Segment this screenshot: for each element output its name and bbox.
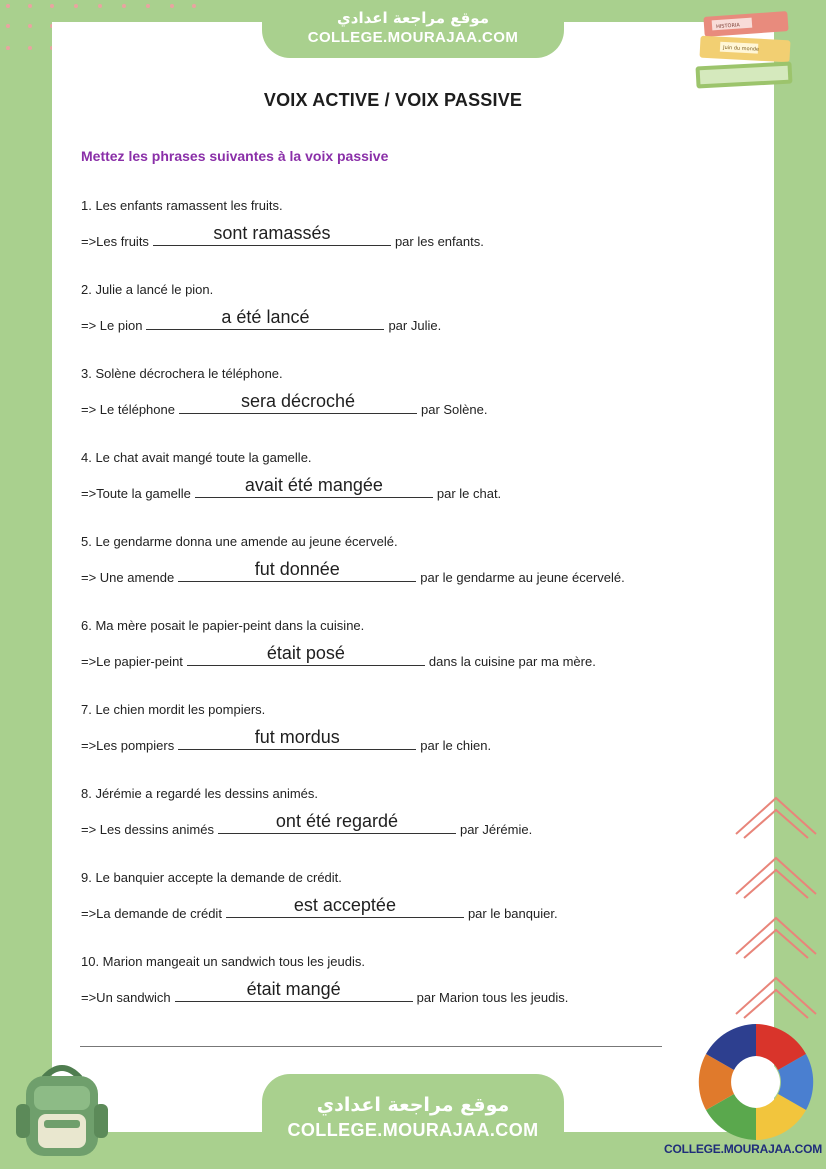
active-sentence: 3. Solène décrochera le téléphone. (81, 366, 283, 381)
handwritten-answer: ont été regardé (275, 811, 399, 831)
sentence-suffix: par le chat. (436, 486, 502, 501)
passive-sentence (81, 727, 721, 755)
handwritten-answer: était mangé (246, 979, 341, 999)
active-sentence: 4. Le chat avait mangé toute la gamelle. (81, 450, 312, 465)
exercise-item (81, 196, 721, 251)
exercise-item (81, 280, 721, 335)
answer-blank[interactable] (146, 307, 384, 330)
exercise-item (81, 868, 721, 923)
backpack-icon (14, 1056, 110, 1162)
exercise-item (81, 532, 721, 587)
handwritten-answer: fut mordus (254, 727, 340, 747)
sentence-prefix: =>Les pompiers (81, 738, 175, 753)
sentence-prefix: => Le pion (81, 318, 143, 333)
active-sentence: 2. Julie a lancé le pion. (81, 282, 214, 297)
sentence-prefix: =>Les fruits (81, 234, 149, 249)
handwritten-answer: sera décroché (240, 391, 356, 411)
active-sentence: 1. Les enfants ramassent les fruits. (81, 198, 283, 213)
site-url[interactable]: COLLEGE.MOURAJAA.COM (307, 29, 519, 46)
passive-sentence (81, 979, 721, 1007)
passive-sentence (81, 223, 721, 251)
instruction-text: Mettez les phrases suivantes à la voix passive (81, 148, 389, 164)
handwritten-answer: fut donnée (254, 559, 340, 579)
chevron-up-icon (730, 790, 820, 1030)
sentence-suffix: par le banquier. (467, 906, 558, 921)
handwritten-answer: sont ramassés (213, 223, 331, 243)
page-title: VOIX ACTIVE / VOIX PASSIVE (263, 90, 523, 110)
sentence-suffix: par les enfants. (394, 234, 484, 249)
active-sentence: 5. Le gendarme donna une amende au jeune écervelé. (81, 534, 398, 549)
passive-sentence (81, 643, 721, 671)
sentence-suffix: dans la cuisine par ma mère. (428, 654, 596, 669)
sentence-prefix: =>Le papier-peint (81, 654, 183, 669)
active-sentence: 7. Le chien mordit les pompiers. (81, 702, 266, 717)
book-spine-label: Juin du monde (722, 44, 760, 53)
sentence-suffix: par Jérémie. (459, 822, 533, 837)
passive-sentence (81, 895, 721, 923)
exercise-item (81, 952, 721, 1007)
passive-sentence (81, 559, 721, 587)
exercise-item (81, 700, 721, 755)
active-sentence: 8. Jérémie a regardé les dessins animés. (81, 786, 319, 801)
passive-sentence (81, 475, 721, 503)
footer-banner (262, 1074, 564, 1169)
divider (80, 1046, 662, 1047)
handwritten-answer: a été lancé (221, 307, 310, 327)
exercise-item (81, 448, 721, 503)
handwritten-answer: était posé (266, 643, 345, 663)
exercise-item (81, 616, 721, 671)
passive-sentence (81, 391, 721, 419)
answer-blank[interactable] (226, 895, 464, 918)
handwritten-answer: avait été mangée (244, 475, 383, 495)
subjects-wheel-logo (694, 1020, 818, 1144)
books-icon (690, 8, 805, 98)
sentence-prefix: =>Toute la gamelle (81, 486, 191, 501)
site-name-arabic: موقع مراجعة اعدادي (337, 9, 489, 27)
exercise-item (81, 784, 721, 839)
sentence-suffix: par Julie. (388, 318, 442, 333)
answer-blank[interactable] (178, 727, 416, 750)
sentence-prefix: => Le téléphone (81, 402, 175, 417)
corner-brand-url[interactable]: COLLEGE.MOURAJAA.COM (664, 1142, 823, 1156)
site-url[interactable]: COLLEGE.MOURAJAA.COM (287, 1120, 539, 1140)
active-sentence: 10. Marion mangeait un sandwich tous les jeudis. (81, 954, 365, 969)
handwritten-answer: est acceptée (293, 895, 396, 915)
sentence-suffix: par Marion tous les jeudis. (416, 990, 569, 1005)
answer-blank[interactable] (195, 475, 433, 498)
sentence-prefix: => Une amende (81, 570, 175, 585)
exercise-item (81, 364, 721, 419)
sentence-suffix: par Solène. (420, 402, 488, 417)
answer-blank[interactable] (187, 643, 425, 666)
active-sentence: 6. Ma mère posait le papier-peint dans la cuisine. (81, 618, 365, 633)
book-spine-label: HISTORIA (715, 22, 741, 31)
sentence-prefix: =>La demande de crédit (81, 906, 222, 921)
answer-blank[interactable] (179, 391, 417, 414)
answer-blank[interactable] (153, 223, 391, 246)
sentence-prefix: =>Un sandwich (81, 990, 171, 1005)
passive-sentence (81, 307, 721, 335)
header-banner (262, 0, 564, 58)
active-sentence: 9. Le banquier accepte la demande de crédit. (81, 870, 342, 885)
passive-sentence (81, 811, 721, 839)
answer-blank[interactable] (175, 979, 413, 1002)
answer-blank[interactable] (218, 811, 456, 834)
site-name-arabic: موقع مراجعة اعدادي (316, 1094, 510, 1116)
sentence-prefix: => Les dessins animés (81, 822, 214, 837)
sentence-suffix: par le gendarme au jeune écervelé. (420, 570, 625, 585)
answer-blank[interactable] (178, 559, 416, 582)
sentence-suffix: par le chien. (420, 738, 492, 753)
